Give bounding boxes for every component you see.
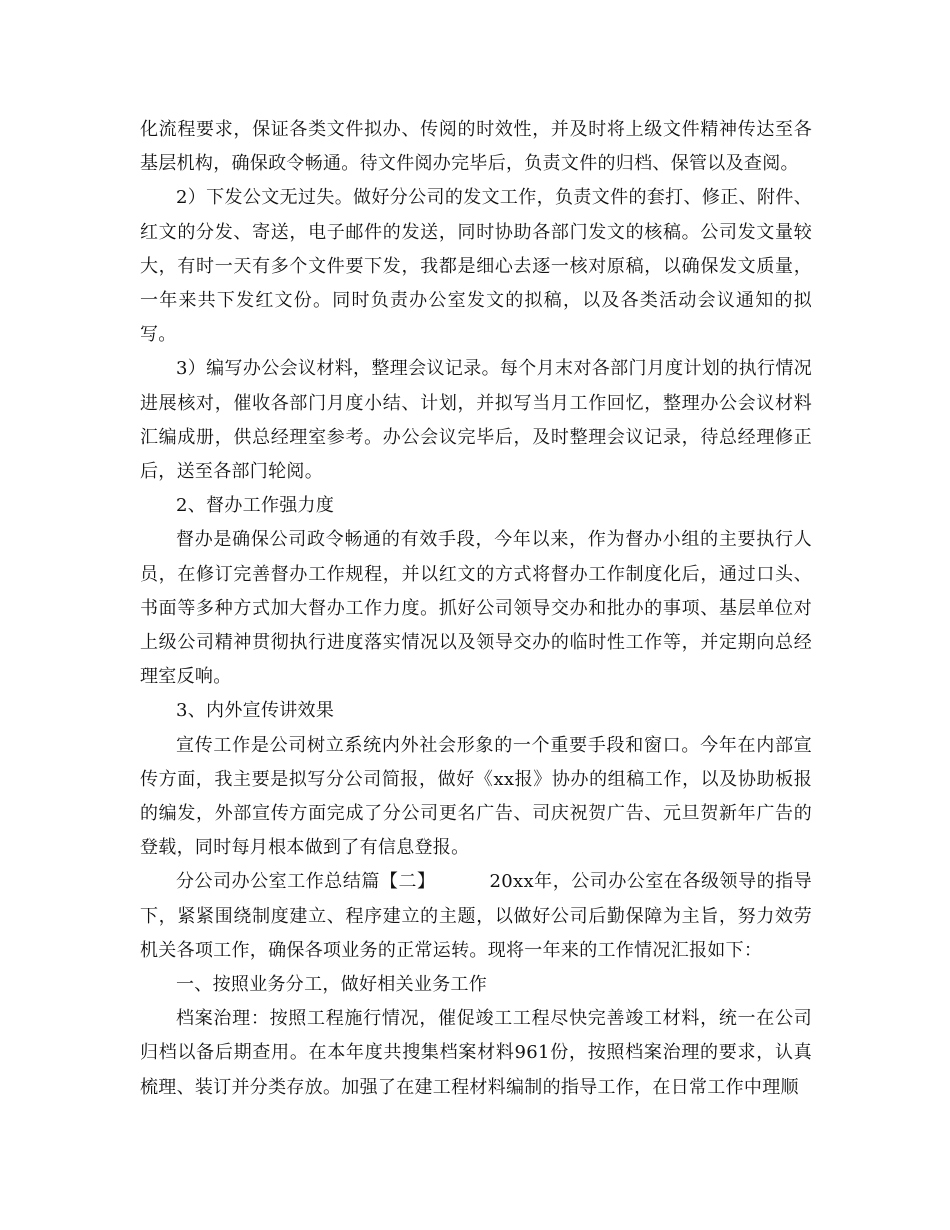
paragraph-5: 宣传工作是公司树立系统内外社会形象的一个重要手段和窗口。今年在内部宣传方面，我主要是拟写分公司简报，做好《xx报》协办的组稿工作，以及协助板报的编发，外部宣传方面完成了分公司更名广告、司庆祝贺广告、元旦贺新年广告的登载，同时每月根本做到了有信息登报。 — [140, 734, 812, 859]
article-title: 分公司办公室工作总结篇【二】 — [176, 871, 436, 893]
paragraph-1: 化流程要求，保证各类文件拟办、传阅的时效性，并及时将上级文件精神传达至各基层机构，确保政令畅通。待文件阅办完毕后，负责文件的归档、保管以及查阅。 — [140, 119, 812, 175]
section-heading-supervision: 2、督办工作强力度 — [176, 495, 335, 517]
paragraph-7: 档案治理：按照工程施行情况，催促竣工工程尽快完善竣工材料，统一在公司归档以备后期查用。在本年度共搜集档案材料961份，按照档案治理的要求，认真梳理、装订并分类存放。加强了在建工程材料编制的指导工作，在日常工作中理顺 — [140, 1008, 812, 1098]
document-body — [140, 113, 812, 1105]
section-heading-business: 一、按照业务分工，做好相关业务工作 — [176, 974, 488, 996]
paragraph-6 — [140, 865, 812, 968]
paragraph-3: 3）编写办公会议材料，整理会议记录。每个月末对各部门月度计划的执行情况进展核对，催收各部门月度小结、计划，并拟写当月工作回忆，整理办公会议材料汇编成册，供总经理室参考。办公会议完毕后，及时整理会议记录，待总经理修正后，送至各部门轮阅。 — [140, 358, 812, 483]
paragraph-4: 督办是确保公司政令畅通的有效手段，今年以来，作为督办小组的主要执行人员，在修订完善督办工作规程，并以红文的方式将督办工作制度化后，通过口头、书面等多种方式加大督办工作力度。抓好公司领导交办和批办的事项、基层单位对上级公司精神贯彻执行进度落实情况以及领导交办的临时性工作等，并定期向总经理室反响。 — [140, 529, 812, 688]
section-heading-publicity: 3、内外宣传讲效果 — [176, 700, 335, 722]
paragraph-2: 2）下发公文无过失。做好分公司的发文工作，负责文件的套打、修正、附件、红文的分发、寄送，电子邮件的发送，同时协助各部门发文的核稿。公司发文量较大，有时一天有多个文件要下发，我都是细心去逐一核对原稿，以确保发文质量，一年来共下发红文份。同时负责办公室发文的拟稿，以及各类活动会议通知的拟写。 — [140, 187, 812, 346]
paragraph-6-body: 20xx年，公司办公室在各级领导的指导下，紧紧围绕制度建立、程序建立的主题，以做好公司后勤保障为主旨，努力效劳机关各项工作，确保各项业务的正常运转。现将一年来的工作情况汇报如下： — [140, 871, 813, 961]
